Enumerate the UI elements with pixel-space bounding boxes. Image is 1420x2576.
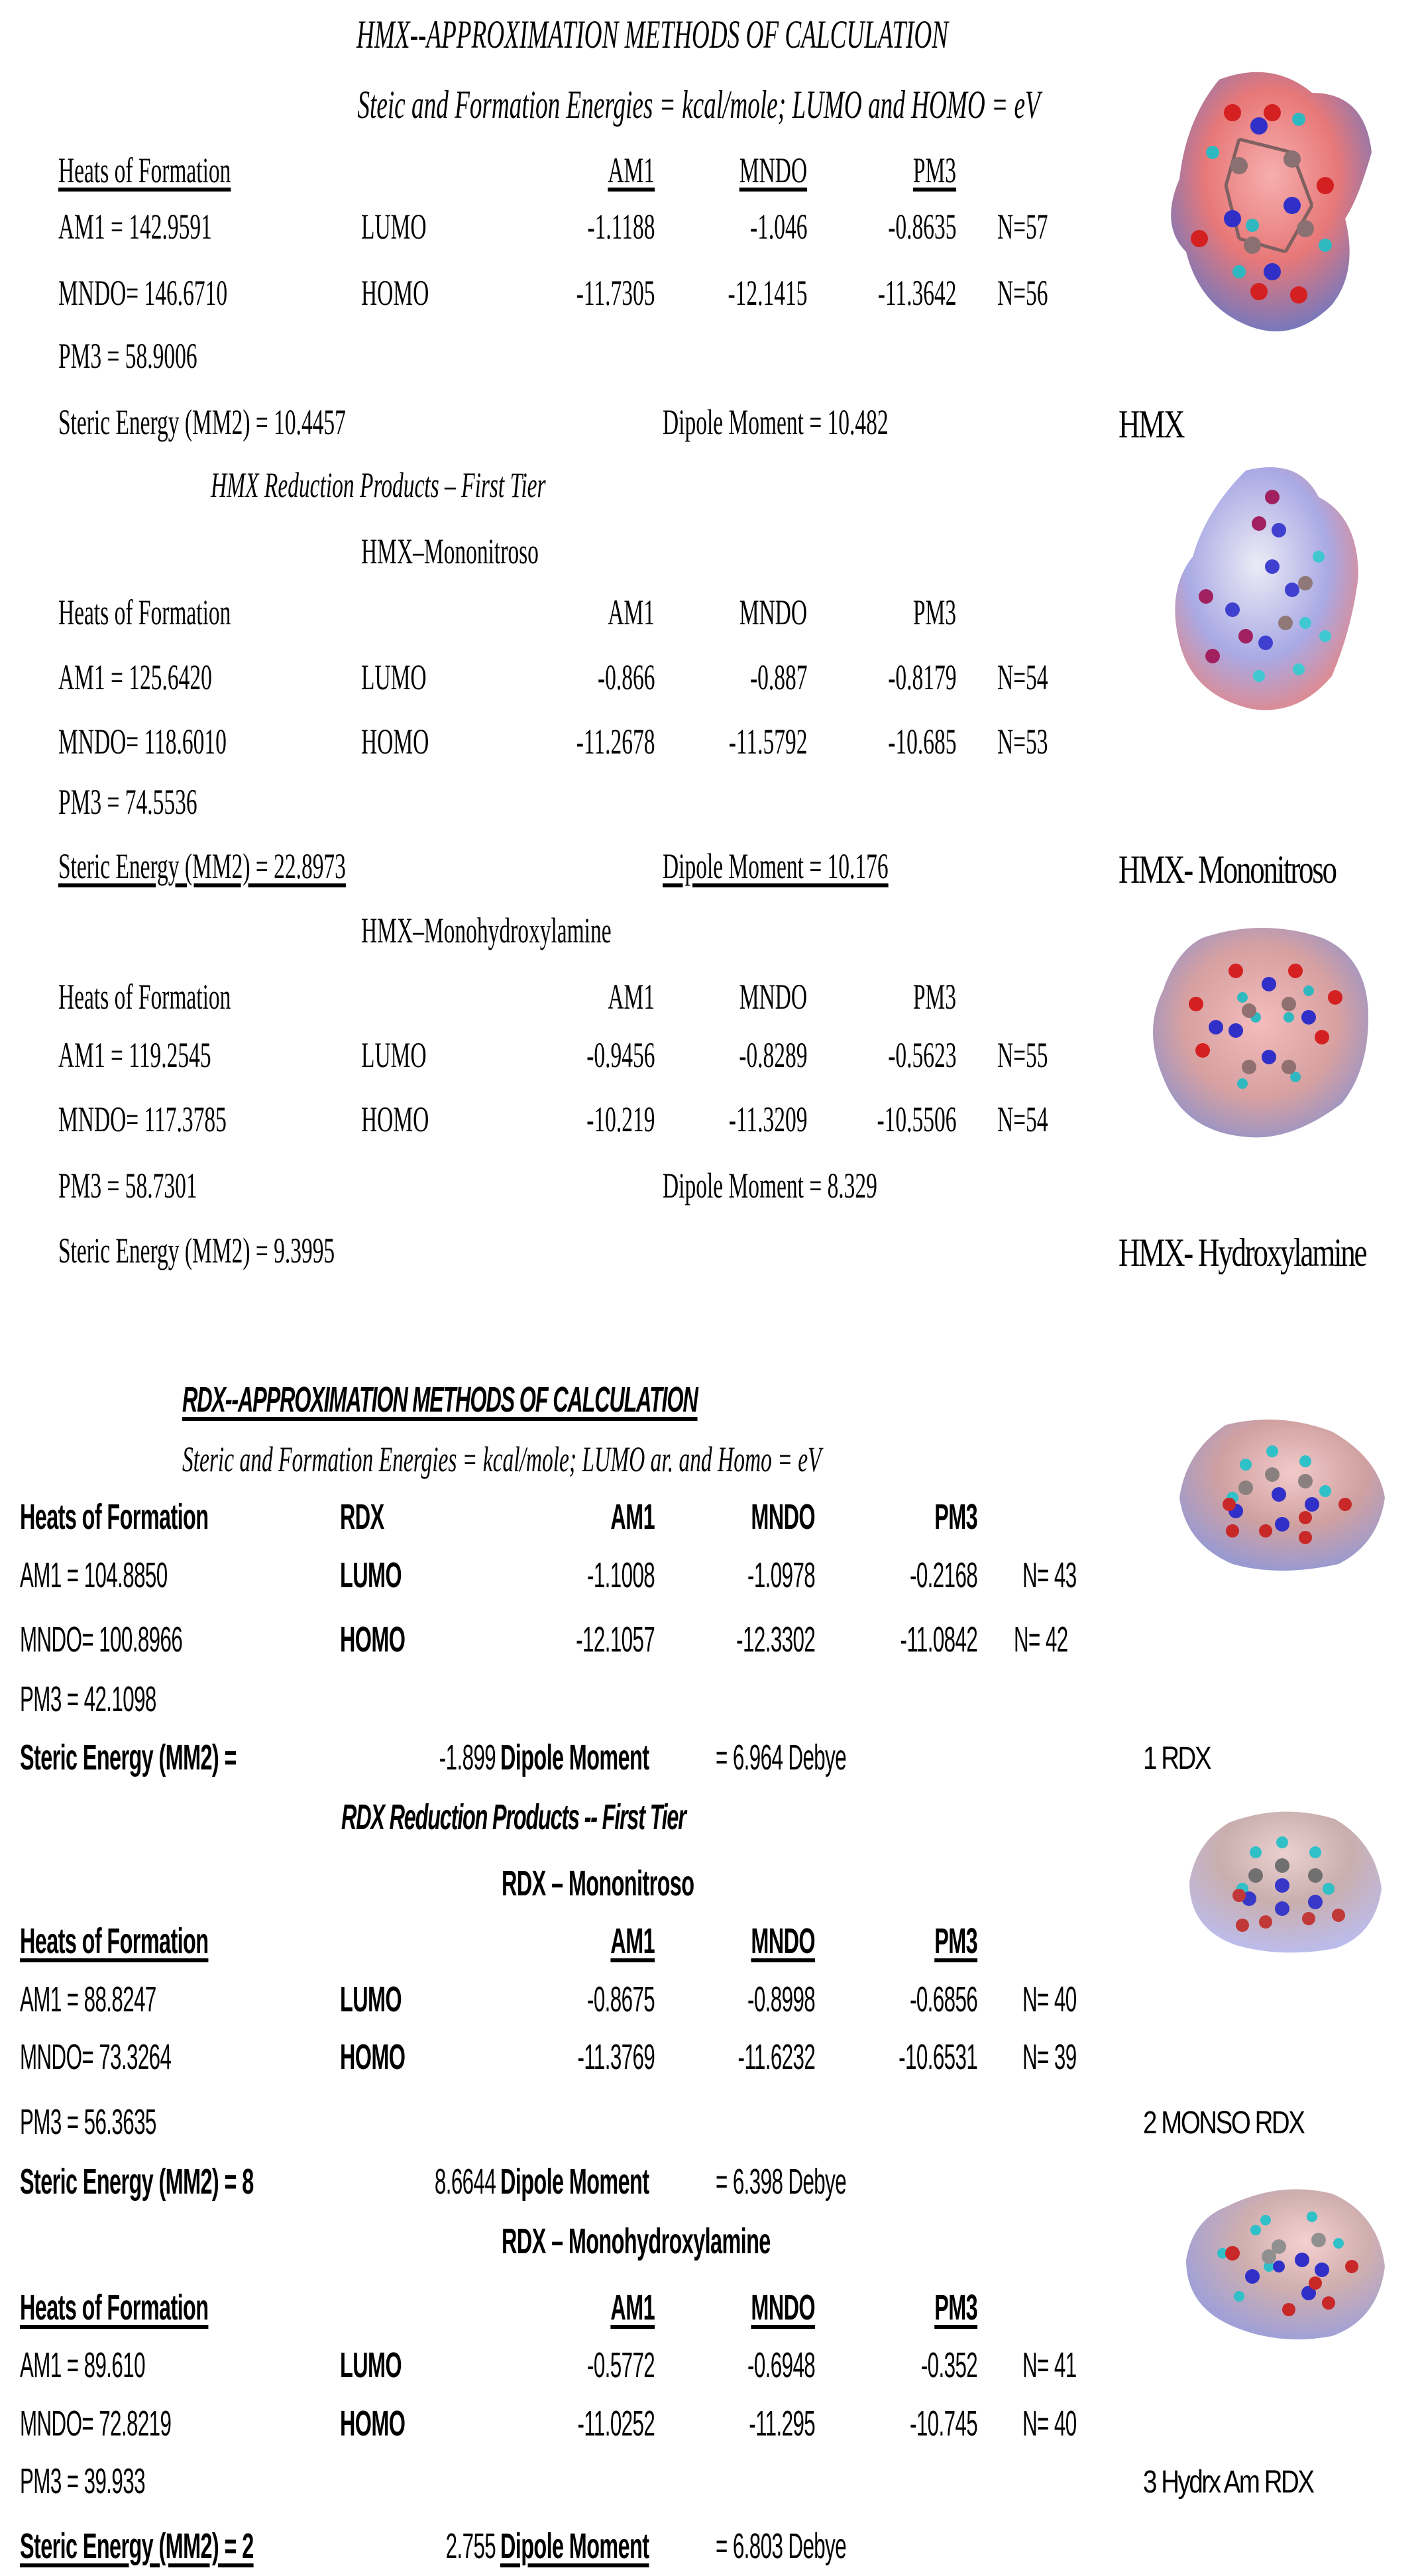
rdx-title: RDX--APPROXIMATION METHODS OF CALCULATION (182, 1380, 698, 1420)
rdx-mononitroso-steric-value: 8.6644 (434, 2162, 496, 2202)
rdx-monohydroxylamine-title: RDX – Monohydroxylamine (502, 2221, 771, 2261)
rdx-mononitroso-electrostatic-surface-icon (1183, 1803, 1388, 1955)
rdx-monohydroxylamine-lumo-n: N= 41 (1022, 2345, 1077, 2385)
rdx-mononitroso-lumo-mndo: -0.8998 (747, 1980, 815, 2019)
hmx-am1-heat: AM1 = 142.9591 (58, 207, 212, 247)
hmx-reduction-title: HMX Reduction Products – First Tier (211, 465, 546, 505)
hmx-mononitroso-dipole-moment: Dipole Moment = 10.176 (663, 846, 889, 886)
hmx-mononitroso-title: HMX–Mononitroso (361, 532, 539, 571)
hmx-monohydroxylamine-heats-header: Heats of Formation (58, 977, 231, 1017)
rdx-monohydroxylamine-dipole-value: = 6.803 Debye (716, 2526, 847, 2566)
rdx-mononitroso-lumo-n: N= 40 (1022, 1980, 1077, 2019)
hmx-monohydroxylamine-homo-am1: -10.219 (586, 1099, 655, 1139)
rdx-monohydroxylamine-dipole-label: Dipole Moment (500, 2526, 649, 2566)
hmx-monohydroxylamine-homo-pm3: -10.5506 (877, 1099, 956, 1139)
hmx-mononitroso-mndo-heat: MNDO= 118.6010 (58, 722, 227, 761)
rdx-monohydroxylamine-mndo-heat: MNDO= 72.8219 (20, 2404, 172, 2443)
rdx-homo-mndo: -12.3302 (736, 1620, 815, 1659)
rdx-mononitroso-heats-header: Heats of Formation (20, 1921, 209, 1961)
hmx-monohydroxylamine-mndo-heat: MNDO= 117.3785 (58, 1099, 227, 1139)
hmx-monohydroxylamine-homo-mndo: -11.3209 (728, 1099, 807, 1139)
hmx-steric-energy: Steric Energy (MM2) = 10.4457 (58, 402, 346, 442)
hmx-monohydroxylamine-am1-header: AM1 (608, 977, 655, 1017)
rdx-hydroxylamine-molecule-image (1179, 2180, 1392, 2346)
hmx-pm3-header: PM3 (912, 150, 956, 190)
hmx-lumo-n: N=57 (997, 207, 1048, 247)
rdx-pm3-heat: PM3 = 42.1098 (20, 1679, 156, 1719)
hmx-lumo-pm3: -0.8635 (887, 207, 956, 247)
hmx-mononitroso-steric-energy: Steric Energy (MM2) = 22.8973 (58, 846, 346, 886)
rdx-electrostatic-surface-icon (1173, 1412, 1392, 1577)
hmx-monohydroxylamine-steric-energy: Steric Energy (MM2) = 9.3995 (58, 1231, 335, 1270)
rdx-reduction-title: RDX Reduction Products -- First Tier (341, 1797, 686, 1837)
hmx-monohydroxylamine-lumo-mndo: -0.8289 (738, 1035, 807, 1075)
hmx-homo-mndo: -12.1415 (728, 273, 807, 313)
rdx-monohydroxylamine-steric-value: 2.755 (445, 2526, 496, 2566)
hmx-title: HMX--APPROXIMATION METHODS OF CALCULATION (356, 13, 949, 56)
hmx-homo-am1: -11.7305 (576, 273, 655, 313)
rdx-monohydroxylamine-lumo-pm3: -0.352 (920, 2345, 977, 2385)
hmx-mononitroso-pm3-heat: PM3 = 74.5536 (58, 782, 197, 822)
rdx-mononitroso-lumo-label: LUMO (340, 1980, 402, 2019)
hmx-heats-header: Heats of Formation (58, 150, 231, 190)
hmx-pm3-heat: PM3 = 58.9006 (58, 336, 197, 376)
rdx-molecule-image (1173, 1412, 1392, 1577)
rdx-monohydroxylamine-mndo-header: MNDO (751, 2288, 815, 2327)
rdx-mndo-heat: MNDO= 100.8966 (20, 1620, 183, 1659)
rdx-mononitroso-dipole-label: Dipole Moment (500, 2162, 649, 2202)
hmx-monohydroxylamine-dipole-moment: Dipole Moment = 8.329 (663, 1166, 877, 1205)
hmx-hydroxylamine-molecule-image (1143, 918, 1382, 1150)
rdx-mononitroso-image-label: 2 MONSO RDX (1143, 2105, 1304, 2141)
hmx-mononitroso-lumo-n: N=54 (997, 657, 1048, 697)
rdx-mononitroso-homo-n: N= 39 (1022, 2037, 1077, 2077)
rdx-mononitroso-mndo-heat: MNDO= 73.3264 (20, 2037, 172, 2077)
hmx-hydroxylamine-image-label: HMX- Hydroxylamine (1119, 1231, 1366, 1274)
hmx-homo-label: HOMO (361, 273, 429, 313)
hmx-mononitroso-homo-am1: -11.2678 (576, 722, 655, 761)
hmx-monohydroxylamine-lumo-n: N=55 (997, 1035, 1048, 1075)
hmx-mononitroso-homo-n: N=53 (997, 722, 1048, 761)
hmx-dipole-moment: Dipole Moment = 10.482 (663, 402, 889, 442)
hmx-homo-pm3: -11.3642 (877, 273, 956, 313)
rdx-homo-n: N= 42 (1014, 1620, 1068, 1659)
rdx-mononitroso-homo-am1: -11.3769 (577, 2037, 655, 2077)
rdx-mononitroso-lumo-am1: -0.8675 (586, 1980, 655, 2019)
hmx-monohydroxylamine-pm3-heat: PM3 = 58.7301 (58, 1166, 197, 1205)
hmx-mononitroso-electrostatic-surface-icon (1166, 457, 1365, 722)
rdx-mononitroso-am1-header: AM1 (610, 1921, 655, 1961)
hmx-mononitroso-lumo-label: LUMO (361, 657, 427, 697)
rdx-mononitroso-am1-heat: AM1 = 88.8247 (20, 1980, 156, 2019)
hmx-monohydroxylamine-am1-heat: AM1 = 119.2545 (58, 1035, 211, 1075)
hmx-mononitroso-image-label: HMX- Mononitroso (1119, 848, 1336, 891)
rdx-monohydroxylamine-pm3-heat: PM3 = 39.933 (20, 2461, 145, 2501)
rdx-homo-am1: -12.1057 (575, 1620, 655, 1659)
rdx-monohydroxylamine-lumo-am1: -0.5772 (586, 2345, 655, 2385)
hmx-mononitroso-molecule-image (1166, 457, 1365, 722)
hmx-monohydroxylamine-lumo-am1: -0.9456 (586, 1035, 655, 1075)
rdx-monohydroxylamine-lumo-label: LUMO (340, 2345, 402, 2385)
rdx-mononitroso-pm3-heat: PM3 = 56.3635 (20, 2102, 156, 2142)
rdx-hydroxylamine-electrostatic-surface-icon (1179, 2180, 1392, 2346)
rdx-mononitroso-homo-mndo: -11.6232 (737, 2037, 815, 2077)
hmx-monohydroxylamine-mndo-header: MNDO (739, 977, 807, 1017)
hmx-mononitroso-homo-pm3: -10.685 (887, 722, 956, 761)
rdx-compound-header: RDX (340, 1497, 384, 1537)
rdx-pm3-header: PM3 (934, 1497, 977, 1537)
hmx-mononitroso-heats-header: Heats of Formation (58, 592, 231, 632)
hmx-hydroxylamine-electrostatic-surface-icon (1143, 918, 1382, 1150)
rdx-monohydroxylamine-am1-heat: AM1 = 89.610 (20, 2345, 145, 2385)
hmx-monohydroxylamine-pm3-header: PM3 (912, 977, 956, 1017)
hmx-monohydroxylamine-title: HMX–Monohydroxylamine (361, 911, 612, 950)
rdx-lumo-n: N= 43 (1022, 1555, 1077, 1595)
hmx-molecule-image (1160, 53, 1378, 371)
rdx-dipole-value: = 6.964 Debye (716, 1738, 847, 1777)
hmx-am1-header: AM1 (608, 150, 655, 190)
rdx-mononitroso-dipole-value: = 6.398 Debye (716, 2162, 847, 2202)
rdx-lumo-mndo: -1.0978 (747, 1555, 815, 1595)
hmx-electrostatic-surface-icon (1160, 53, 1378, 371)
rdx-steric-label: Steric Energy (MM2) = (20, 1738, 237, 1777)
rdx-mononitroso-homo-pm3: -10.6531 (898, 2037, 977, 2077)
rdx-am1-header: AM1 (610, 1497, 655, 1537)
hmx-monohydroxylamine-lumo-label: LUMO (361, 1035, 427, 1075)
hmx-mononitroso-mndo-header: MNDO (739, 592, 807, 632)
hmx-monohydroxylamine-lumo-pm3: -0.5623 (887, 1035, 956, 1075)
rdx-monohydroxylamine-heats-header: Heats of Formation (20, 2288, 209, 2327)
rdx-monohydroxylamine-homo-n: N= 40 (1022, 2404, 1077, 2443)
rdx-mononitroso-molecule-image (1183, 1803, 1388, 1955)
hmx-mononitroso-lumo-am1: -0.866 (597, 657, 655, 697)
rdx-mononitroso-homo-label: HOMO (340, 2037, 406, 2077)
hmx-monohydroxylamine-homo-n: N=54 (997, 1099, 1048, 1139)
hmx-lumo-label: LUMO (361, 207, 427, 247)
rdx-subtitle: Steric and Formation Energies = kcal/mole; LUMO ar. and Homo = eV (182, 1439, 822, 1479)
rdx-monohydroxylamine-pm3-header: PM3 (934, 2288, 977, 2327)
rdx-monohydroxylamine-homo-mndo: -11.295 (749, 2404, 815, 2443)
rdx-monohydroxylamine-homo-am1: -11.0252 (577, 2404, 655, 2443)
rdx-monohydroxylamine-homo-label: HOMO (340, 2404, 406, 2443)
hmx-mononitroso-lumo-pm3: -0.8179 (887, 657, 956, 697)
hmx-image-label: HMX (1119, 402, 1184, 446)
hmx-mononitroso-am1-header: AM1 (608, 592, 655, 632)
rdx-lumo-pm3: -0.2168 (909, 1555, 977, 1595)
rdx-lumo-am1: -1.1008 (586, 1555, 655, 1595)
rdx-homo-pm3: -11.0842 (900, 1620, 977, 1659)
hmx-mononitroso-homo-mndo: -11.5792 (728, 722, 807, 761)
hmx-homo-n: N=56 (997, 273, 1048, 313)
hmx-mononitroso-pm3-header: PM3 (912, 592, 956, 632)
hmx-mononitroso-lumo-mndo: -0.887 (749, 657, 807, 697)
rdx-lumo-label: LUMO (340, 1555, 402, 1595)
rdx-mononitroso-mndo-header: MNDO (751, 1921, 815, 1961)
rdx-monohydroxylamine-lumo-mndo: -0.6948 (747, 2345, 815, 2385)
hmx-lumo-am1: -1.1188 (587, 207, 655, 247)
rdx-mononitroso-title: RDX – Mononitroso (502, 1864, 694, 1903)
rdx-monohydroxylamine-homo-pm3: -10.745 (909, 2404, 977, 2443)
rdx-dipole-label: Dipole Moment (500, 1738, 649, 1777)
hmx-mndo-heat: MNDO= 146.6710 (58, 273, 228, 313)
rdx-hydroxylamine-image-label: 3 Hydrx Am RDX (1143, 2465, 1313, 2500)
hmx-mndo-header: MNDO (739, 150, 807, 190)
rdx-mononitroso-steric-label: Steric Energy (MM2) = 8 (20, 2162, 254, 2202)
hmx-mononitroso-am1-heat: AM1 = 125.6420 (58, 657, 212, 697)
hmx-mononitroso-homo-label: HOMO (361, 722, 429, 761)
rdx-homo-label: HOMO (340, 1620, 406, 1659)
rdx-steric-value: -1.899 (439, 1738, 496, 1777)
rdx-mononitroso-pm3-header: PM3 (934, 1921, 977, 1961)
hmx-monohydroxylamine-homo-label: HOMO (361, 1099, 429, 1139)
rdx-mononitroso-lumo-pm3: -0.6856 (909, 1980, 977, 2019)
rdx-am1-heat: AM1 = 104.8850 (20, 1555, 168, 1595)
rdx-monohydroxylamine-steric-label: Steric Energy (MM2) = 2 (20, 2526, 254, 2566)
rdx-monohydroxylamine-am1-header: AM1 (610, 2288, 655, 2327)
rdx-image-label: 1 RDX (1143, 1741, 1211, 1776)
rdx-heats-header: Heats of Formation (20, 1497, 209, 1537)
rdx-mndo-header: MNDO (751, 1497, 815, 1537)
hmx-lumo-mndo: -1.046 (749, 207, 807, 247)
hmx-subtitle: Steic and Formation Energies = kcal/mole; LUMO and HOMO = eV (357, 83, 1040, 127)
